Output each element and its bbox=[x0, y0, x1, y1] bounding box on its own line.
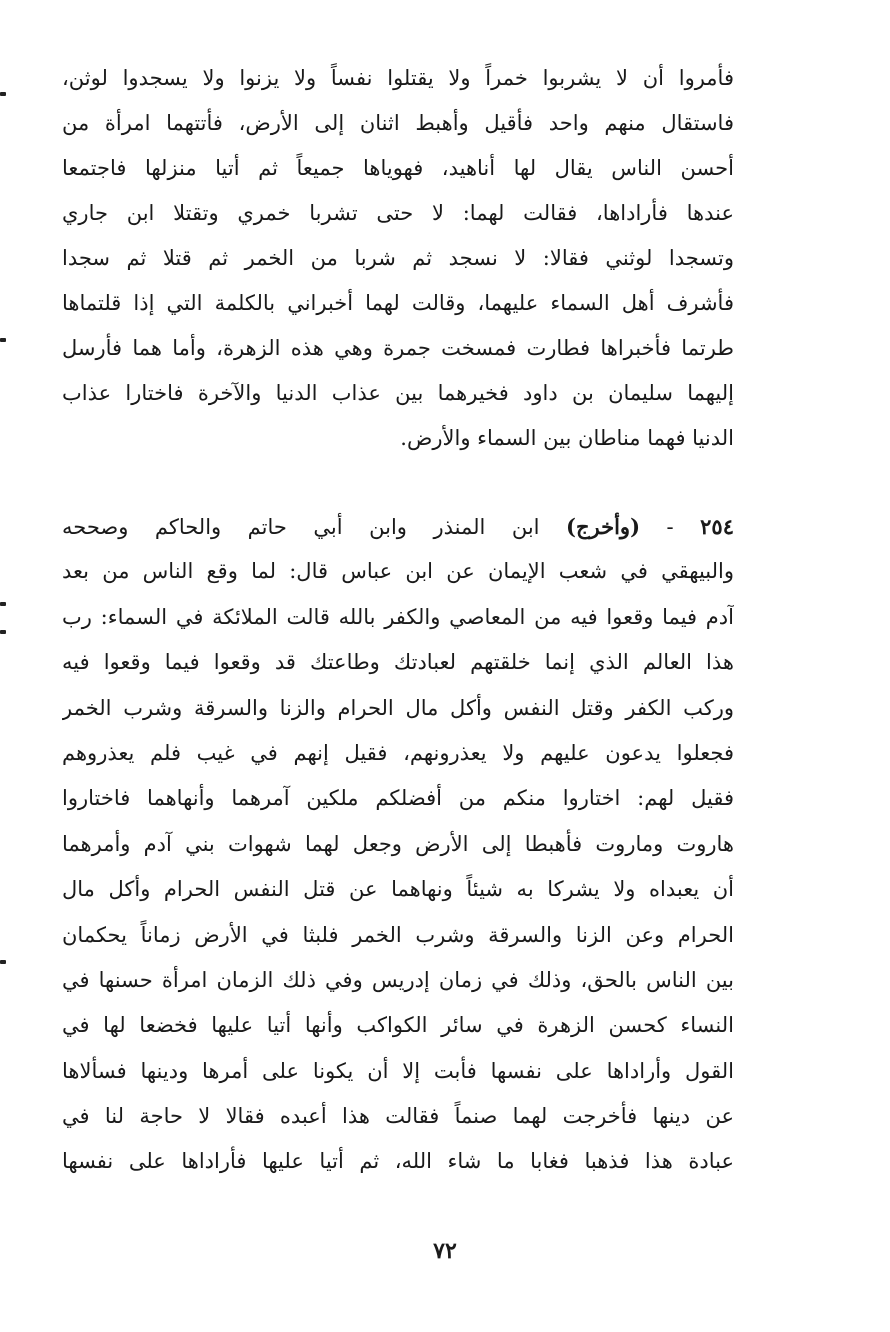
text-line: طرتما فأخبراها فطارت فمسخت جمرة وهي هذه الزهرة، وأما هما فأرسل bbox=[62, 336, 734, 360]
text-line: هاروت وماروت فأهبطا إلى الأرض وجعل لهما شهوات بني آدم وأمرهما bbox=[62, 831, 734, 856]
margin-mark bbox=[0, 630, 6, 634]
paragraph-1 bbox=[62, 56, 734, 461]
entry-first-line-text: ابن المنذر وابن أبي حاتم والحاكم وصححه bbox=[62, 515, 567, 539]
page-number: ٧٢ bbox=[433, 1238, 457, 1264]
text-line: والبيهقي في شعب الإيمان عن ابن عباس قال: لما وقع الناس من بعد bbox=[62, 559, 734, 584]
text-line: فأشرف أهل السماء عليهما، وقالت لهما أخبراني بالكلمة التي إذا قلتماها bbox=[62, 291, 734, 315]
text-line: فقيل لهم: اختاروا منكم من أفضلكم ملكين آمرهما وأنهاهما فاختاروا bbox=[62, 786, 734, 811]
margin-mark bbox=[0, 960, 6, 964]
paragraph-2 bbox=[62, 504, 734, 1185]
text-line: عبادة هذا فذهبا فغابا ما شاء الله، ثم أتيا عليها فأراداها على نفسها bbox=[62, 1149, 734, 1174]
margin-mark bbox=[0, 602, 6, 606]
entry-number: ٢٥٤ bbox=[700, 514, 734, 539]
text-line: عن دينها فأخرجت لهما صنماً فقالت هذا أعبده فقالا لا حاجة لنا في bbox=[62, 1104, 734, 1129]
text-line: وركب الكفر وقتل النفس وأكل مال الحرام والزنا والسرقة وشرب الخمر bbox=[62, 695, 734, 720]
text-line: هذا العالم الذي إنما خلقتهم لعبادتك وطاعتك قد وقعوا فيما وقعوا فيه bbox=[62, 650, 734, 675]
text-line: الحرام وعن الزنا والسرقة وشرب الخمر فلبثا في الأرض زماناً يحكمان bbox=[62, 922, 734, 947]
text-line: القول وأراداها على نفسها فأبت إلا أن يكونا على أمرها ودينها فسألاها bbox=[62, 1058, 734, 1083]
text-line: عندها فأراداها، فقالت لهما: لا حتى تشربا خمري وتقتلا ابن جاري bbox=[62, 201, 734, 225]
text-line: أن يعبداه ولا يشركا به شيئاً ونهاهما عن قتل النفس الحرام وأكل مال bbox=[62, 877, 734, 902]
paragraph-first-line bbox=[62, 504, 734, 549]
entry-heading: (وأخرج) bbox=[566, 514, 641, 539]
margin-mark bbox=[0, 338, 6, 342]
margin-mark bbox=[0, 92, 6, 96]
text-line: فاستقال منهم واحد فأقيل وأهبط اثنان إلى الأرض، فأتتهما امرأة من bbox=[62, 111, 734, 135]
text-line: بين الناس بالحق، وذلك في زمان إدريس وفي ذلك الزمان امرأة حسنها في bbox=[62, 967, 734, 992]
entry-dash: - bbox=[640, 515, 701, 539]
text-line: إليهما سليمان بن داود فخيرهما بين عذاب الدنيا والآخرة فاختارا عذاب bbox=[62, 381, 734, 405]
text-line: آدم فيما وقعوا فيه من المعاصي والكفر بالله قالت الملائكة في السماء: رب bbox=[62, 604, 734, 629]
text-line: النساء كحسن الزهرة في سائر الكواكب وأنها أتيا عليها فخضعا لها في bbox=[62, 1013, 734, 1038]
text-line: أحسن الناس يقال لها أناهيد، فهوياها جميعاً ثم أتيا منزلها فاجتمعا bbox=[62, 156, 734, 180]
text-line: فجعلوا يدعون عليهم ولا يعذرونهم، فقيل إنهم في غيب فلم يعذروهم bbox=[62, 740, 734, 765]
text-line: فأمروا أن لا يشربوا خمراً ولا يقتلوا نفساً ولا يزنوا ولا يسجدوا لوثن، bbox=[62, 66, 734, 90]
text-line: وتسجدا لوثني فقالا: لا نسجد ثم شربا من الخمر ثم قتلا ثم سجدا bbox=[62, 246, 734, 270]
text-line: الدنيا فهما مناطان بين السماء والأرض. bbox=[400, 426, 734, 450]
